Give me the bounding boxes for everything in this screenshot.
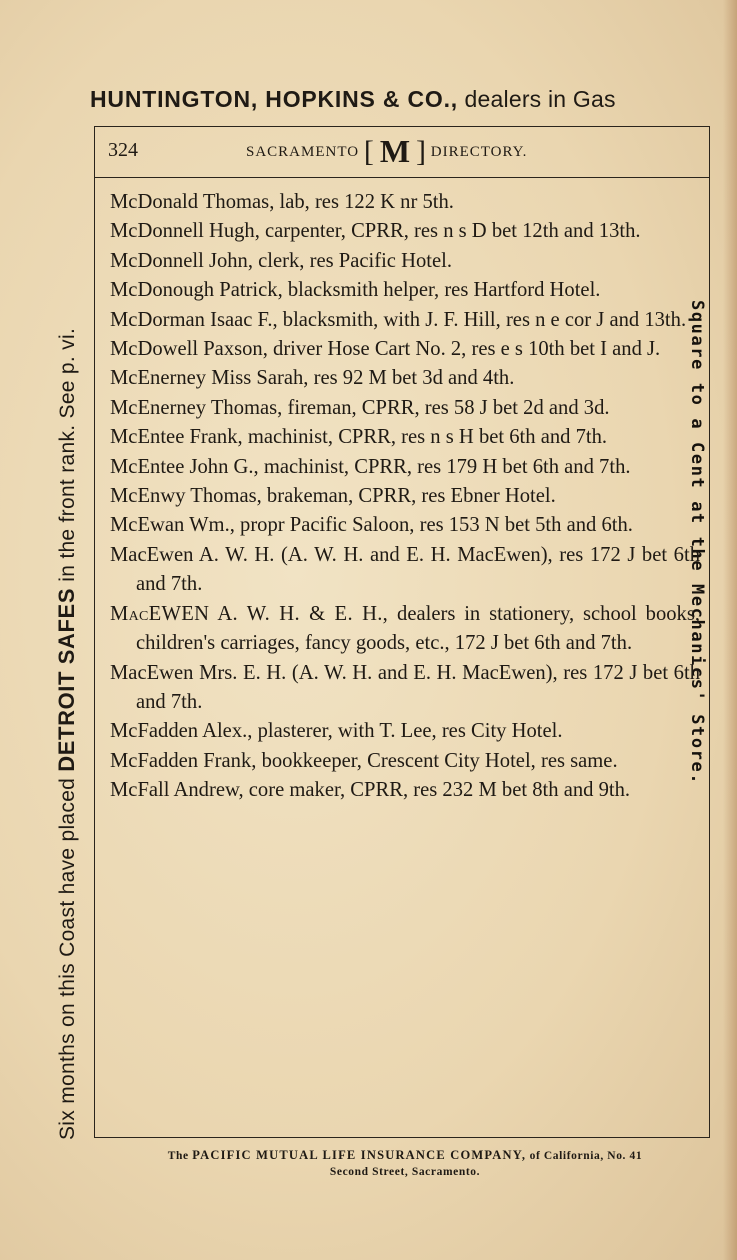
- running-head-bracket-open: [: [363, 135, 374, 168]
- footer-address: Second Street, Sacramento.: [329, 1166, 481, 1178]
- directory-entry: McDonnell Hugh, carpenter, CPRR, res n s D bet 12th and 13th.: [110, 220, 641, 243]
- directory-entries: [110, 188, 700, 806]
- directory-entry: McDonald Thomas, lab, res 122 K nr 5th.: [110, 191, 454, 213]
- running-head-bracket-close: ]: [416, 135, 427, 168]
- directory-entry: McEnerney Thomas, fireman, CPRR, res 58 J bet 2d and 3d.: [110, 396, 610, 419]
- running-head: [246, 133, 527, 170]
- top-advertisement-banner: [90, 86, 720, 113]
- directory-entry: McEwan Wm., propr Pacific Saloon, res 153 N bet 5th and 6th.: [110, 514, 633, 537]
- banner-text: dealers in Gas: [457, 86, 616, 112]
- running-head-title: DIRECTORY.: [430, 144, 528, 160]
- directory-entry: McDorman Isaac F., blacksmith, with J. F. Hill, res n e cor J and 13th.: [110, 308, 687, 331]
- directory-entry: McEntee Frank, machinist, CPRR, res n s H bet 6th and 7th.: [110, 426, 608, 449]
- directory-entry: McFadden Frank, bookkeeper, Crescent City Hotel, res same.: [110, 749, 618, 772]
- footer-company: PACIFIC MUTUAL LIFE INSURANCE COMPANY,: [192, 1148, 527, 1162]
- directory-entry: MacEwen A. W. H. (A. W. H. and E. H. MacEwen), res 172 J bet 6th and 7th.: [110, 543, 700, 596]
- running-head-city: SACRAMENTO: [246, 144, 360, 160]
- directory-entry: McFall Andrew, core maker, CPRR, res 232 M bet 8th and 9th.: [110, 779, 631, 802]
- firm-directory-entry: [110, 600, 700, 659]
- directory-entry: McEnwy Thomas, brakeman, CPRR, res Ebner Hotel.: [110, 485, 556, 508]
- firm-entry-details: dealers in stationery, school books, children's carriages, fancy goods, etc., 172 J bet 6th and 7th.: [136, 602, 700, 655]
- directory-entry: McEntee John G., machinist, CPRR, res 179 H bet 6th and 7th.: [110, 455, 631, 478]
- page-header: [94, 126, 710, 178]
- banner-firm-name: HUNTINGTON, HOPKINS & CO.,: [90, 86, 458, 112]
- directory-entry: McDonough Patrick, blacksmith helper, res Hartford Hotel.: [110, 279, 601, 302]
- running-head-letter: M: [379, 133, 411, 169]
- directory-entry: McDonnell John, clerk, res Pacific Hotel.: [110, 249, 452, 272]
- bottom-advertisement: [100, 1147, 710, 1180]
- directory-entry: McFadden Alex., plasterer, with T. Lee, res City Hotel.: [110, 720, 563, 743]
- firm-entry-name: MacEWEN A. W. H. & E. H.,: [110, 602, 389, 625]
- page-edge-shadow: [723, 0, 737, 1260]
- directory-entry: MacEwen Mrs. E. H. (A. W. H. and E. H. MacEwen), res 172 J bet 6th and 7th.: [110, 661, 700, 713]
- directory-entry: McDowell Paxson, driver Hose Cart No. 2, res e s 10th bet I and J.: [110, 338, 661, 361]
- left-ad-text-end: in the front rank. See p. vi.: [56, 327, 79, 588]
- footer-location: of California, No. 41: [526, 1150, 643, 1162]
- page-number: 324: [108, 139, 138, 161]
- left-ad-emphasis: DETROIT SAFES: [54, 587, 79, 772]
- directory-entry: McEnerney Miss Sarah, res 92 M bet 3d and 4th.: [110, 367, 515, 390]
- footer-line-1: [100, 1147, 710, 1164]
- footer-the: The: [167, 1150, 193, 1162]
- left-side-advertisement: [54, 110, 80, 1140]
- left-ad-text-start: Six months on this Coast have placed: [56, 771, 79, 1140]
- right-side-advertisement: Square to a Cent at the Mechanics' Store.: [687, 300, 707, 786]
